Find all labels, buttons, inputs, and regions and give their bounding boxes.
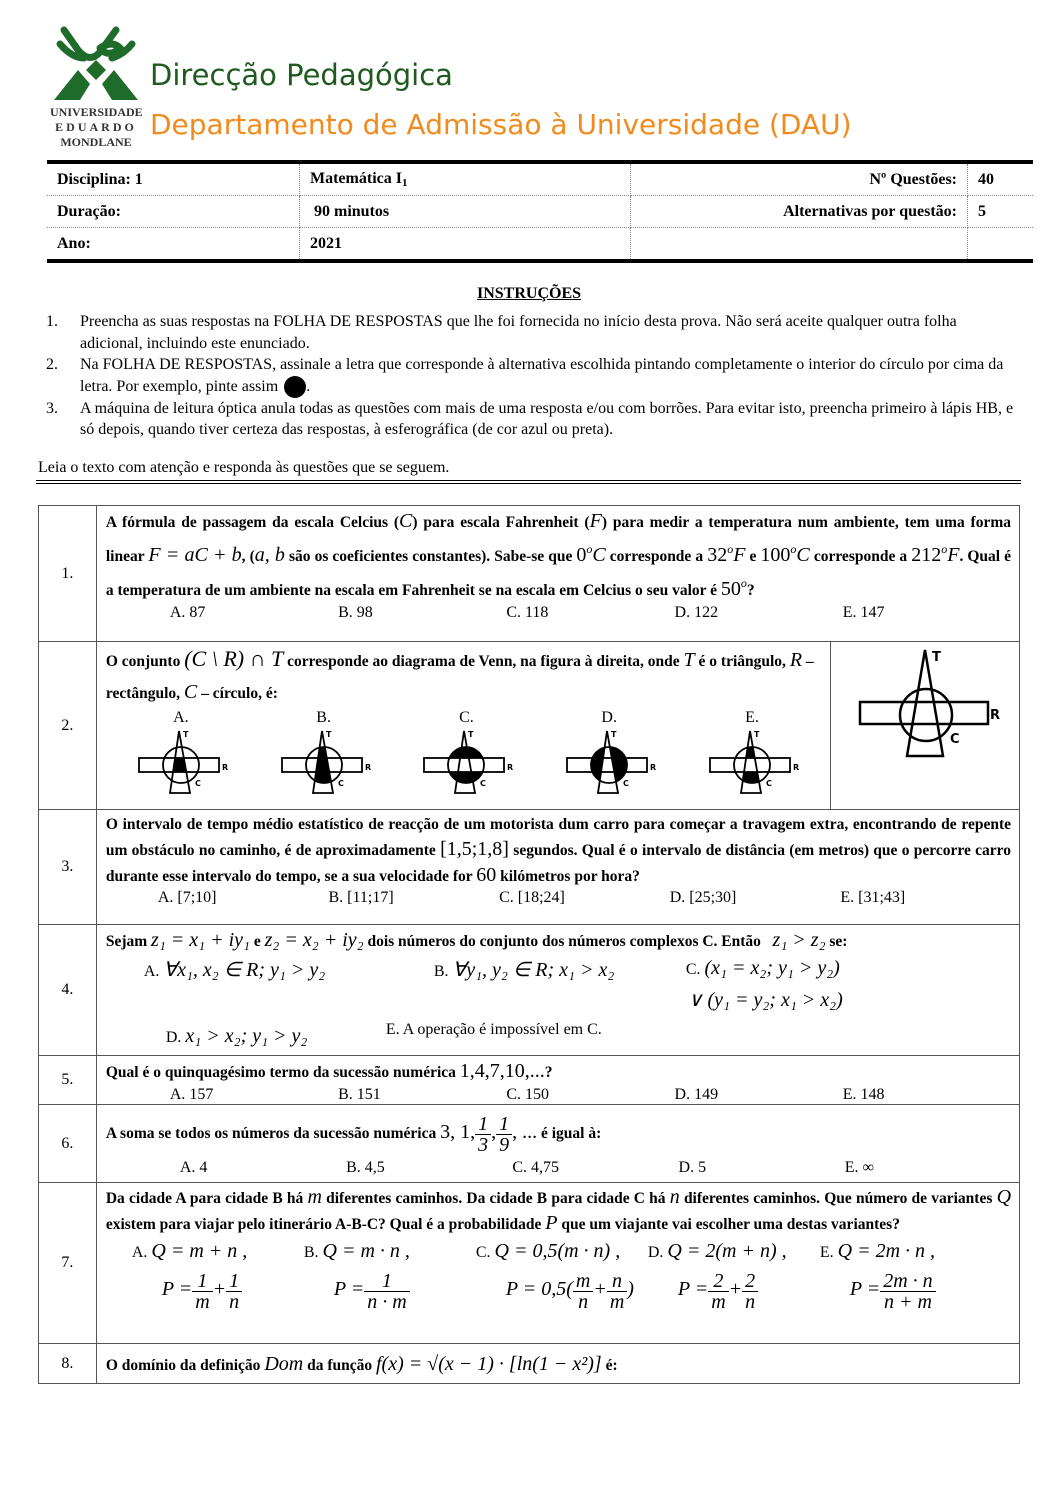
university-logo [50, 24, 142, 152]
question-text: O intervalo de tempo médio estatístico de reacção de um motorista dum carro para começar a travagem extra, encontrando de repente um obstáculo no caminho, é de aproximadamente [1,5;1,8] segundos. Qual é o intervalo de distância (em metros) que o percorre carro durante esse intervalo do tempo, se a sua velocidade for 60 kilómetros por hora? [105, 816, 1012, 886]
questoes-label: Nº Questões: [631, 162, 968, 196]
q-formula: Q = 0,5(m · n) , [494, 1240, 621, 1262]
option-d[interactable]: D. x₁ > x₂; y₁ > y₂ [165, 1025, 308, 1047]
fraction: $\frac{1}{n}$ [226, 1271, 242, 1312]
option-d[interactable]: D. [25;30] [669, 889, 737, 906]
option-a[interactable] [121, 709, 241, 802]
option-c[interactable]: C. 4,75 [512, 1159, 559, 1176]
option-a[interactable]: A. 157 [169, 1086, 214, 1103]
option-a[interactable] [132, 1237, 304, 1313]
question-number: 4. [39, 925, 97, 1056]
option-label: E. [819, 1244, 834, 1261]
fraction: $\frac{1}{9}$ [496, 1114, 512, 1155]
option-e[interactable]: E. [31;43] [840, 889, 906, 906]
fraction: $\frac{2}{n}$ [742, 1271, 758, 1312]
label-c: C [194, 779, 201, 788]
label-t: T [611, 730, 617, 739]
option-d[interactable] [648, 1237, 820, 1313]
instruction-text-wrap [80, 354, 1016, 398]
questions-table [38, 505, 1020, 1384]
question-number: 1. [39, 506, 97, 642]
label-r: R [507, 763, 514, 772]
rectangle-r [860, 702, 988, 724]
venn-diagram-a [131, 727, 231, 797]
label-r: R [364, 763, 371, 772]
questoes-value: 40 [968, 162, 1034, 196]
p-formula: P = [677, 1278, 709, 1300]
option-b[interactable]: B. 4,5 [346, 1159, 385, 1176]
question-content [96, 506, 1019, 642]
option-label: E. [745, 709, 759, 726]
reference-diagram-cell [831, 642, 1020, 810]
q-formula: Q = 2m · n , [837, 1240, 936, 1262]
label-r: R [221, 763, 229, 772]
q-formula: Q = m · n , [322, 1240, 410, 1262]
fraction: $\frac{2}{m}$ [708, 1271, 728, 1312]
ano-value: 2021 [300, 228, 631, 262]
alternativas-label: Alternativas por questão: [631, 196, 968, 228]
p-formula: P = [333, 1278, 365, 1300]
question-text: Sejam z₁ = x₁ + iy₁ e z₂ = x₂ + iy₂ dois números do conjunto dos números complexos C. Então z₁ > z₂ se: [105, 929, 848, 951]
question-content [96, 1183, 1019, 1344]
logo-line-2: EDUARDO [55, 120, 137, 134]
option-d[interactable]: D. 149 [674, 1086, 719, 1103]
question-text: O domínio da definição Dom da função f(x) = √(x − 1) · [ln(1 − x²)] é: [105, 1352, 618, 1375]
instructions-title: INSTRUÇÕES [476, 285, 582, 302]
disciplina-value [300, 162, 631, 196]
logo-emblem-icon [50, 24, 142, 104]
fraction: $\frac{1}{m}$ [192, 1271, 212, 1312]
duracao-label: Duração: [47, 196, 300, 228]
option-b[interactable]: B. ∀y₁, y₂ ∈ R; x₁ > x₂ [433, 959, 615, 981]
question-row [39, 642, 1020, 810]
option-b[interactable] [264, 709, 384, 802]
question-row [39, 506, 1020, 642]
option-b[interactable]: B. [11;17] [328, 889, 394, 906]
option-label: D. [601, 709, 617, 726]
option-a[interactable]: A. 87 [169, 604, 206, 621]
option-d[interactable]: D. 122 [674, 604, 719, 621]
header-title: Direcção Pedagógica [150, 58, 453, 92]
option-label: A. [131, 1244, 148, 1261]
options-row [106, 604, 1011, 622]
question-content [96, 925, 1019, 1056]
option-c[interactable]: C. 150 [506, 1086, 549, 1103]
label-c: C [950, 732, 960, 747]
question-number: 6. [39, 1105, 97, 1183]
logo-line-3: MONDLANE [60, 135, 132, 149]
option-label: C. [475, 1244, 491, 1261]
lead-text: Leia o texto com atenção e responda às questões que se seguem. [38, 459, 450, 476]
option-c[interactable]: C. 118 [506, 604, 549, 621]
instruction-item [46, 311, 1016, 354]
info-row [47, 196, 1033, 228]
question-text: A soma se todos os números da sucessão numérica 3, 1, $\frac{1}{3}$ , $\frac{1}{9}$ , ... é igual à: [105, 1112, 602, 1156]
label-t: T [468, 730, 474, 739]
label-r: R [792, 763, 800, 772]
option-label: A. [173, 709, 189, 726]
option-b[interactable]: B. 151 [338, 1086, 381, 1103]
p-formula: P = [849, 1278, 881, 1300]
venn-diagram-e [702, 727, 802, 797]
empty-cell [968, 228, 1034, 262]
disciplina-label: Disciplina: 1 [47, 162, 300, 196]
disciplina-text: Matemática I [310, 170, 402, 187]
instructions-list [46, 311, 1016, 441]
question-text: A fórmula de passagem da escala Celcius (C) para escala Fahrenheit (F) para medir a temperatura num ambiente, tem uma forma linear F = aC + b, (a, b são os coeficientes constantes). Sabe-se que 0$^o$C corresponde a 32$^o$F e 100$^o$C corresponde a 212$^o$F. Qual é a temperatura de um ambiente na escala em Fahrenheit se na escala em Celcius o seu valor é 50$^o$? [105, 510, 1012, 600]
question-number: 3. [39, 810, 97, 925]
divider [36, 480, 1021, 481]
option-a[interactable]: A. [7;10] [157, 889, 217, 906]
question-text: Da cidade A para cidade B há m diferentes caminhos. Da cidade B para cidade C há n diferentes caminhos. Que número de variantes Q existem para viajar pelo itinerário A-B-C? Qual é a probabilidade P que um viajante vai escolher uma destas variantes? [105, 1186, 1012, 1234]
instruction-number: 3. [46, 399, 58, 417]
question-row [39, 1105, 1020, 1183]
question-row [39, 1344, 1020, 1384]
options-row [106, 1159, 1011, 1177]
instruction-end: . [306, 377, 311, 395]
q-formula: Q = m + n , [151, 1240, 248, 1262]
option-b[interactable]: B. 98 [338, 604, 373, 621]
divider [36, 483, 1021, 484]
instruction-text: Na FOLHA DE RESPOSTAS, assinale a letra que corresponde à alternativa escolhida pintando completamente o interior do círculo por cima da letra. Por exemplo, pinte assim [80, 356, 1004, 395]
option-a[interactable]: A. 4 [179, 1159, 208, 1176]
label-r: R [650, 763, 657, 772]
option-d[interactable]: D. 5 [678, 1159, 707, 1176]
option-e[interactable] [692, 709, 812, 802]
disciplina-subscript: 1 [401, 177, 408, 189]
label-c: C [480, 779, 487, 788]
question-content [96, 1105, 1019, 1183]
option-c[interactable] [476, 1237, 648, 1313]
question-number: 2. [39, 642, 97, 810]
venn-reference-diagram [832, 643, 1018, 803]
label-t: T [932, 650, 941, 665]
q4-options [106, 955, 1011, 1055]
option-label: C. [459, 709, 474, 726]
duracao-value [300, 196, 631, 228]
instruction-text: A máquina de leitura óptica anula todas as questões com mais de uma resposta e/ou com borrões. Para evitar isto, preencha primeiro à lápis HB, e só depois, quando tiver certeza das respostas, à esferográfica (de cor azul ou preta). [80, 399, 1014, 439]
venn-diagram-c [416, 727, 516, 797]
question-row [39, 1056, 1020, 1105]
paren: ) [627, 1278, 634, 1300]
question-text: O conjunto (C \ R) ∩ T corresponde ao diagrama de Venn, na figura à direita, onde T é o triângulo, R – rectângulo, C – círculo, é: [105, 646, 814, 703]
question-row [39, 925, 1020, 1056]
option-e[interactable]: E. 148 [842, 1086, 885, 1103]
question-content [96, 1056, 1019, 1105]
q-formula: Q = 2(m + n) , [667, 1240, 787, 1262]
option-e[interactable]: E. 147 [842, 604, 885, 621]
filled-circle-icon [284, 376, 306, 398]
exam-info-table [47, 160, 1033, 263]
label-r: R [990, 708, 1001, 723]
question-number: 8. [39, 1344, 97, 1384]
options-row [106, 889, 1011, 907]
question-number: 5. [39, 1056, 97, 1105]
label-c: C [765, 779, 772, 788]
option-label: B. [316, 709, 331, 726]
fraction: $\frac{n}{m}$ [607, 1271, 627, 1312]
fraction: $\frac{m}{n}$ [573, 1271, 593, 1312]
operator: + [728, 1278, 743, 1300]
question-row [39, 1183, 1020, 1344]
logo-line-1: UNIVERSIDADE [50, 105, 143, 119]
info-row [47, 162, 1033, 196]
question-number: 7. [39, 1183, 97, 1344]
instruction-number: 2. [46, 356, 58, 373]
ano-label: Ano: [47, 228, 300, 262]
option-label: D. [647, 1244, 664, 1261]
fraction: $\frac{1}{3}$ [475, 1114, 491, 1155]
option-b[interactable] [304, 1237, 476, 1313]
venn-options [106, 709, 822, 802]
option-e[interactable] [820, 1237, 992, 1313]
option-e[interactable]: E. ∞ [844, 1159, 874, 1176]
label-t: T [325, 730, 332, 739]
venn-diagram-b [274, 727, 374, 797]
shaded-region [139, 758, 219, 772]
duracao-text: 90 minutos [314, 202, 390, 220]
venn-diagram-d [559, 727, 659, 797]
option-c[interactable]: C. (x₁ = x₂; y₁ > y₂) [685, 957, 840, 979]
label-t: T [182, 730, 189, 739]
alternativas-value: 5 [968, 196, 1034, 228]
label-c: C [337, 779, 344, 788]
p-formula: P = 0,5( [505, 1278, 573, 1300]
question-text: Qual é o quinquagésimo termo da sucessão numérica 1,4,7,10,...? [105, 1060, 553, 1082]
label-t: T [753, 730, 760, 739]
fraction: $\frac{2m \cdot n}{n + m}$ [880, 1271, 935, 1312]
option-e[interactable]: E. A operação é impossível em C. [385, 1021, 602, 1038]
option-c-continued: ∨ (y₁ = y₂; x₁ > x₂) [687, 989, 843, 1011]
question-content [96, 810, 1019, 925]
instruction-item [46, 354, 1016, 398]
p-formula: P = [161, 1278, 193, 1300]
instruction-text: Preencha as suas respostas na FOLHA DE RESPOSTAS que lhe foi fornecida no início desta prova. Não será aceite qualquer outra folha adicional, incluindo este enunciado. [80, 313, 957, 352]
empty-cell [631, 228, 968, 262]
circle-c [900, 689, 952, 741]
options-row [106, 1086, 1011, 1104]
option-label: B. [303, 1244, 319, 1261]
question-row [39, 810, 1020, 925]
label-c: C [623, 779, 630, 788]
info-row [47, 228, 1033, 262]
fraction: $\frac{1}{n \cdot m}$ [364, 1271, 409, 1312]
instruction-number: 1. [46, 313, 58, 330]
operator: + [593, 1278, 607, 1300]
option-c[interactable]: C. [18;24] [499, 889, 565, 906]
header-subtitle: Departamento de Admissão à Universidade (DAU) [150, 108, 852, 141]
question-content [96, 642, 830, 810]
options-row [106, 1237, 1011, 1313]
option-d[interactable] [549, 709, 669, 802]
instruction-item [46, 398, 1016, 441]
question-content [96, 1344, 1019, 1384]
option-a[interactable]: A. ∀x₁, x₂ ∈ R; y₁ > y₂ [143, 959, 326, 981]
operator: + [212, 1278, 227, 1300]
option-c[interactable] [406, 709, 526, 802]
